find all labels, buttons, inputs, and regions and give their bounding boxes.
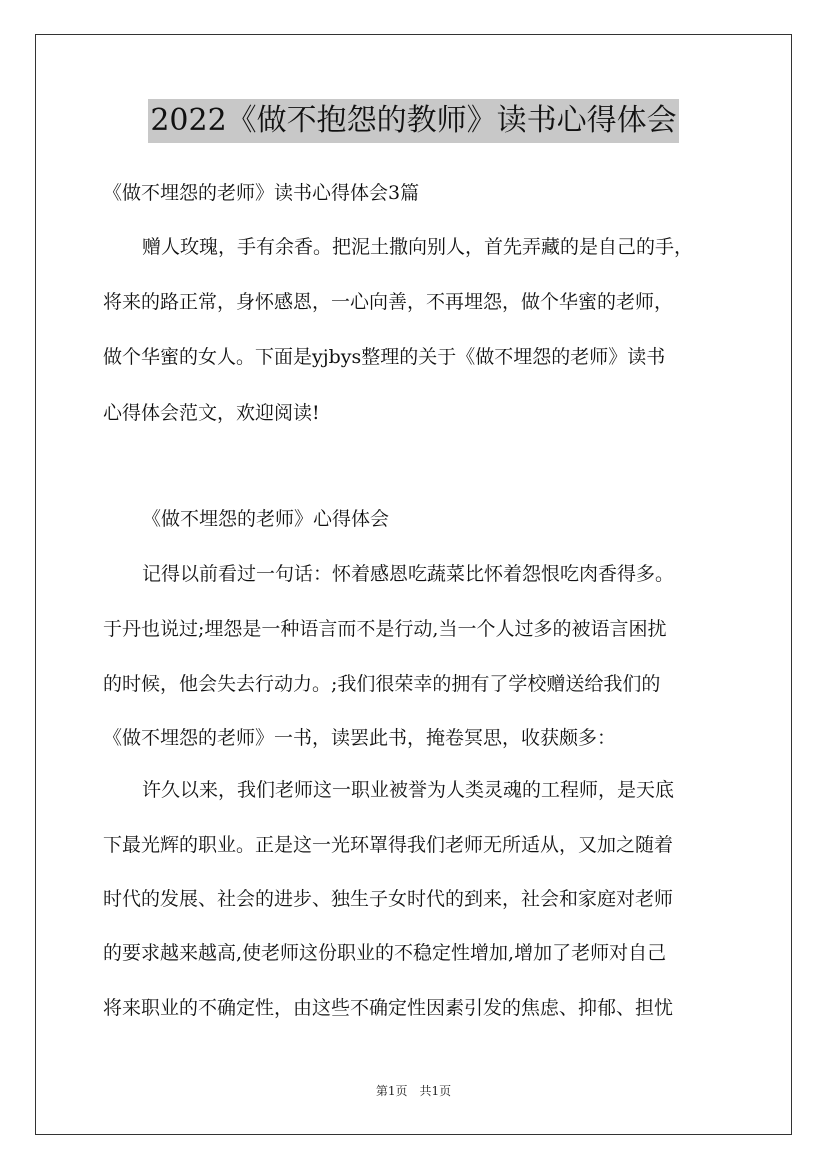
document-subtitle: 《做不埋怨的老师》读书心得体会3篇: [103, 182, 420, 204]
para2-line-1: 许久以来，我们老师这一职业被誉为人类灵魂的工程师，是天底: [142, 779, 675, 801]
para1-line-2: 于丹也说过;埋怨是一种语言而不是行动,当一个人过多的被语言困扰: [103, 618, 667, 640]
para2-line-5: 将来职业的不确定性，由这些不确定性因素引发的焦虑、抑郁、担忧: [103, 997, 674, 1019]
para1-line-3: 的时候，他会失去行动力。;我们很荣幸的拥有了学校赠送给我们的: [103, 673, 661, 695]
intro-line-3: 做个华蜜的女人。下面是yjbys整理的关于《做不埋怨的老师》读书: [103, 346, 666, 368]
para1-line-4: 《做不埋怨的老师》一书，读罢此书，掩卷冥思，收获颇多：: [103, 727, 617, 749]
intro-line-1: 赠人玫瑰，手有余香。把泥土撒向别人，首先弄藏的是自己的手，: [142, 236, 694, 258]
intro-line-4: 心得体会范文，欢迎阅读!: [103, 402, 320, 424]
intro-line-2: 将来的路正常，身怀感恩，一心向善，不再埋怨，做个华蜜的老师，: [103, 291, 674, 313]
para2-line-2: 下最光辉的职业。正是这一光环罩得我们老师无所适从，又加之随着: [103, 834, 674, 856]
title-container: [0, 99, 827, 143]
para2-line-3: 时代的发展、社会的进步、独生子女时代的到来，社会和家庭对老师: [103, 888, 674, 910]
document-title: 2022《做不抱怨的教师》读书心得体会: [148, 99, 678, 143]
page-number-footer: 第1页 共1页: [375, 1084, 452, 1098]
para1-line-1: 记得以前看过一句话：怀着感恩吃蔬菜比怀着怨恨吃肉香得多。: [142, 563, 675, 585]
para2-line-4: 的要求越来越高,使老师这份职业的不稳定性增加,增加了老师对自己: [103, 942, 667, 964]
section-heading: 《做不埋怨的老师》心得体会: [142, 508, 390, 530]
